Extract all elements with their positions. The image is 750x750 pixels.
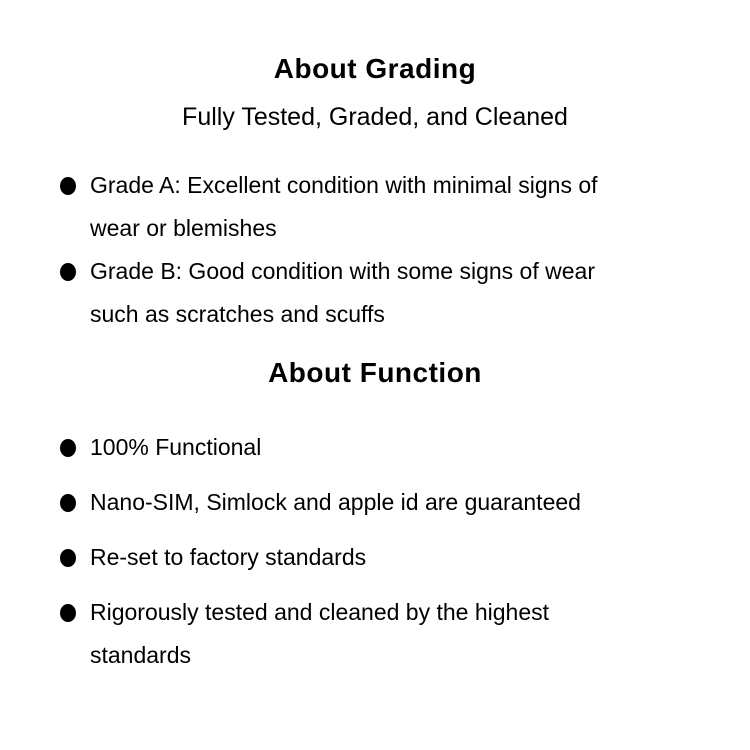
list-item-grade-a bbox=[60, 164, 750, 250]
list-item-tested-cleaned bbox=[60, 591, 750, 677]
item-line: Grade A: Excellent condition with minimal signs of bbox=[90, 172, 598, 198]
list-item-grade-b bbox=[60, 250, 750, 336]
function-list bbox=[60, 426, 750, 677]
item-line: standards bbox=[90, 642, 192, 668]
item-line: 100% Functional bbox=[90, 434, 262, 460]
bullet-icon bbox=[60, 177, 76, 195]
grading-subtitle: Fully Tested, Graded, and Cleaned bbox=[182, 103, 568, 131]
list-item-factory-reset bbox=[60, 536, 750, 579]
item-line: wear or blemishes bbox=[90, 215, 277, 241]
bullet-icon bbox=[60, 263, 76, 281]
function-section-title: About Function bbox=[268, 357, 482, 388]
item-line: Re-set to factory standards bbox=[90, 544, 367, 570]
bullet-icon bbox=[60, 494, 76, 512]
item-line: Grade B: Good condition with some signs of wear bbox=[90, 258, 595, 284]
list-item-functional bbox=[60, 426, 750, 469]
item-line: Nano-SIM, Simlock and apple id are guaranteed bbox=[90, 489, 581, 515]
bullet-icon bbox=[60, 439, 76, 457]
item-line: Rigorously tested and cleaned by the highest bbox=[90, 599, 550, 625]
bullet-icon bbox=[60, 604, 76, 622]
bullet-icon bbox=[60, 549, 76, 567]
list-item-text bbox=[90, 536, 366, 579]
item-line: such as scratches and scuffs bbox=[90, 301, 385, 327]
grading-section-title: About Grading bbox=[273, 53, 477, 84]
list-item-text bbox=[90, 426, 261, 469]
list-item-text bbox=[90, 250, 595, 336]
list-item-sim-guarantee bbox=[60, 481, 750, 524]
list-item-text bbox=[90, 164, 598, 250]
grading-list bbox=[60, 164, 750, 336]
list-item-text bbox=[90, 591, 549, 677]
list-item-text bbox=[90, 481, 581, 524]
